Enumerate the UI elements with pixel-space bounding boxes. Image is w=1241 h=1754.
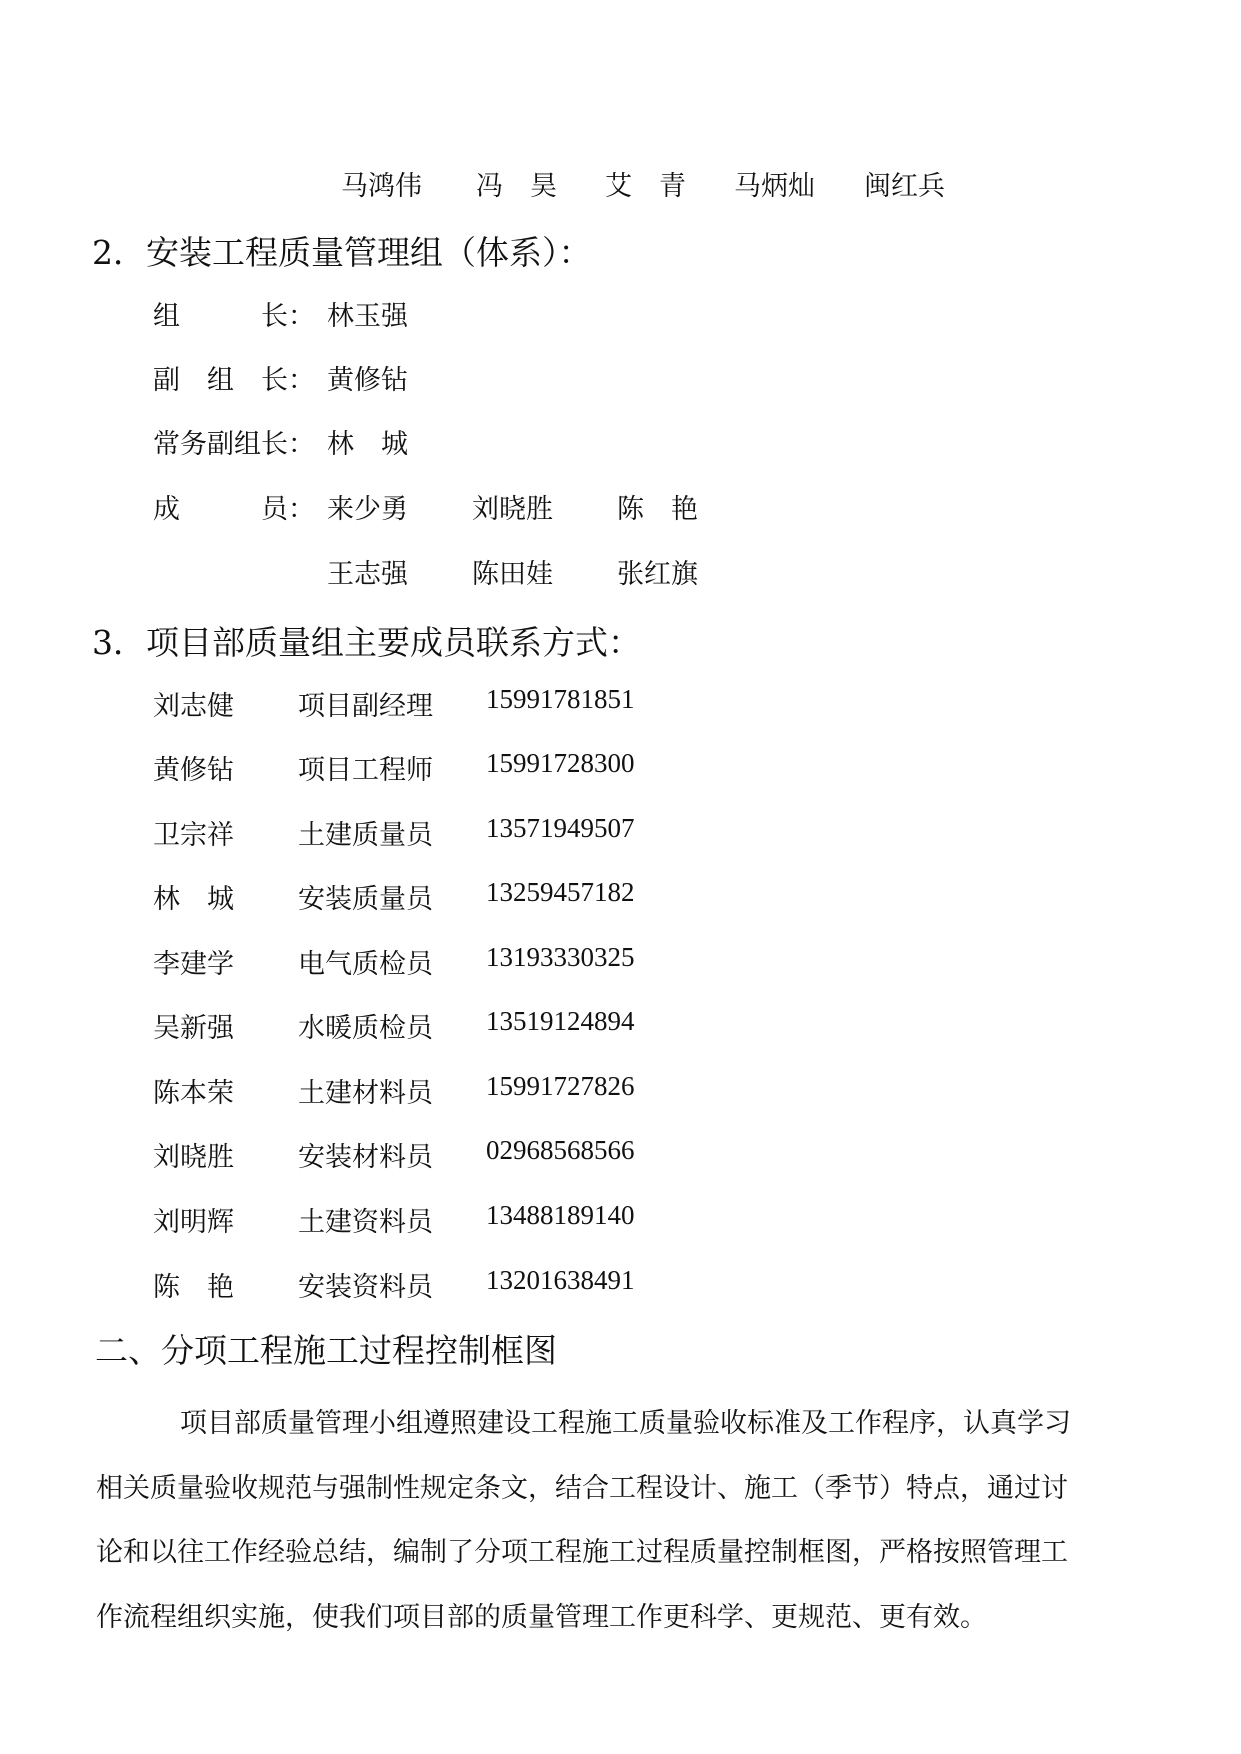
contact-name: 黄修钻 — [153, 755, 234, 786]
contact-phone: 13259457182 — [486, 877, 635, 907]
member-name: 黄修钻 — [327, 365, 408, 396]
contact-role: 土建质量员 — [298, 820, 433, 851]
contact-role: 安装质量员 — [298, 884, 433, 915]
section3-heading — [92, 617, 641, 664]
top-name: 马鸿伟 — [341, 171, 422, 202]
paragraph-line: 项目部质量管理小组遵照建设工程施工质量验收标准及工作程序，认真学习 — [180, 1408, 1071, 1439]
contact-phone: 13201638491 — [486, 1265, 635, 1295]
contact-role: 安装材料员 — [298, 1142, 433, 1173]
contact-name: 陈 艳 — [153, 1272, 234, 1303]
contact-phone: 13519124894 — [486, 1006, 635, 1036]
contact-role: 电气质检员 — [298, 949, 433, 980]
section2-heading-text: 安装工程质量管理组（体系）： — [146, 233, 592, 272]
contact-phone: 15991781851 — [486, 684, 635, 714]
contact-role: 项目副经理 — [298, 691, 433, 722]
contact-phone: 15991727826 — [486, 1071, 635, 1101]
contact-role: 项目工程师 — [298, 755, 433, 786]
top-name: 艾 青 — [605, 171, 686, 202]
top-name: 闽红兵 — [864, 171, 945, 202]
contact-phone: 13193330325 — [486, 942, 635, 972]
paragraph-line: 作流程组织实施，使我们项目部的质量管理工作更科学、更规范、更有效。 — [96, 1601, 987, 1633]
role-label: 副 组 长： — [153, 365, 315, 396]
top-name: 马炳灿 — [734, 171, 815, 202]
contact-name: 刘明辉 — [153, 1207, 234, 1238]
section3-heading-text: 项目部质量组主要成员联系方式： — [146, 623, 641, 662]
paragraph-line: 相关质量验收规范与强制性规定条文，结合工程设计、施工（季节）特点，通过讨 — [96, 1472, 1068, 1504]
paragraph-line: 论和以往工作经验总结，编制了分项工程施工过程质量控制框图，严格按照管理工 — [96, 1537, 1068, 1568]
contact-role: 土建资料员 — [298, 1207, 433, 1238]
contact-name: 李建学 — [153, 949, 234, 980]
member-name: 陈田娃 — [472, 559, 553, 590]
member-name: 张红旗 — [617, 559, 698, 590]
role-label: 组 长： — [153, 301, 315, 332]
contact-name: 卫宗祥 — [153, 820, 234, 851]
member-name: 王志强 — [327, 559, 408, 590]
chapter-heading: 二、分项工程施工过程控制框图 — [95, 1331, 557, 1370]
contact-name: 林 城 — [153, 884, 234, 915]
member-name: 林 城 — [327, 429, 408, 460]
role-label: 成 员： — [153, 494, 315, 525]
member-name: 刘晓胜 — [472, 494, 553, 525]
contact-phone: 02968568566 — [486, 1135, 635, 1165]
contact-phone: 15991728300 — [486, 748, 635, 778]
contact-name: 刘晓胜 — [153, 1142, 234, 1173]
contact-role: 安装资料员 — [298, 1272, 433, 1303]
contact-name: 刘志健 — [153, 691, 234, 722]
section2-heading — [92, 227, 592, 274]
contact-phone: 13571949507 — [486, 813, 635, 843]
contact-phone: 13488189140 — [486, 1200, 635, 1230]
contact-role: 水暖质检员 — [298, 1013, 433, 1044]
body-paragraph — [96, 1392, 1148, 1650]
role-label: 常务副组长： — [153, 429, 315, 460]
contact-name: 吴新强 — [153, 1013, 234, 1044]
member-name: 林玉强 — [327, 301, 408, 332]
top-name: 冯 昊 — [476, 171, 557, 202]
member-name: 陈 艳 — [617, 494, 698, 525]
section2-heading-num: 2． — [92, 233, 146, 272]
contact-name: 陈本荣 — [153, 1078, 234, 1109]
contact-role: 土建材料员 — [298, 1078, 433, 1109]
member-name: 来少勇 — [327, 494, 408, 525]
section3-heading-num: 3． — [92, 623, 146, 662]
